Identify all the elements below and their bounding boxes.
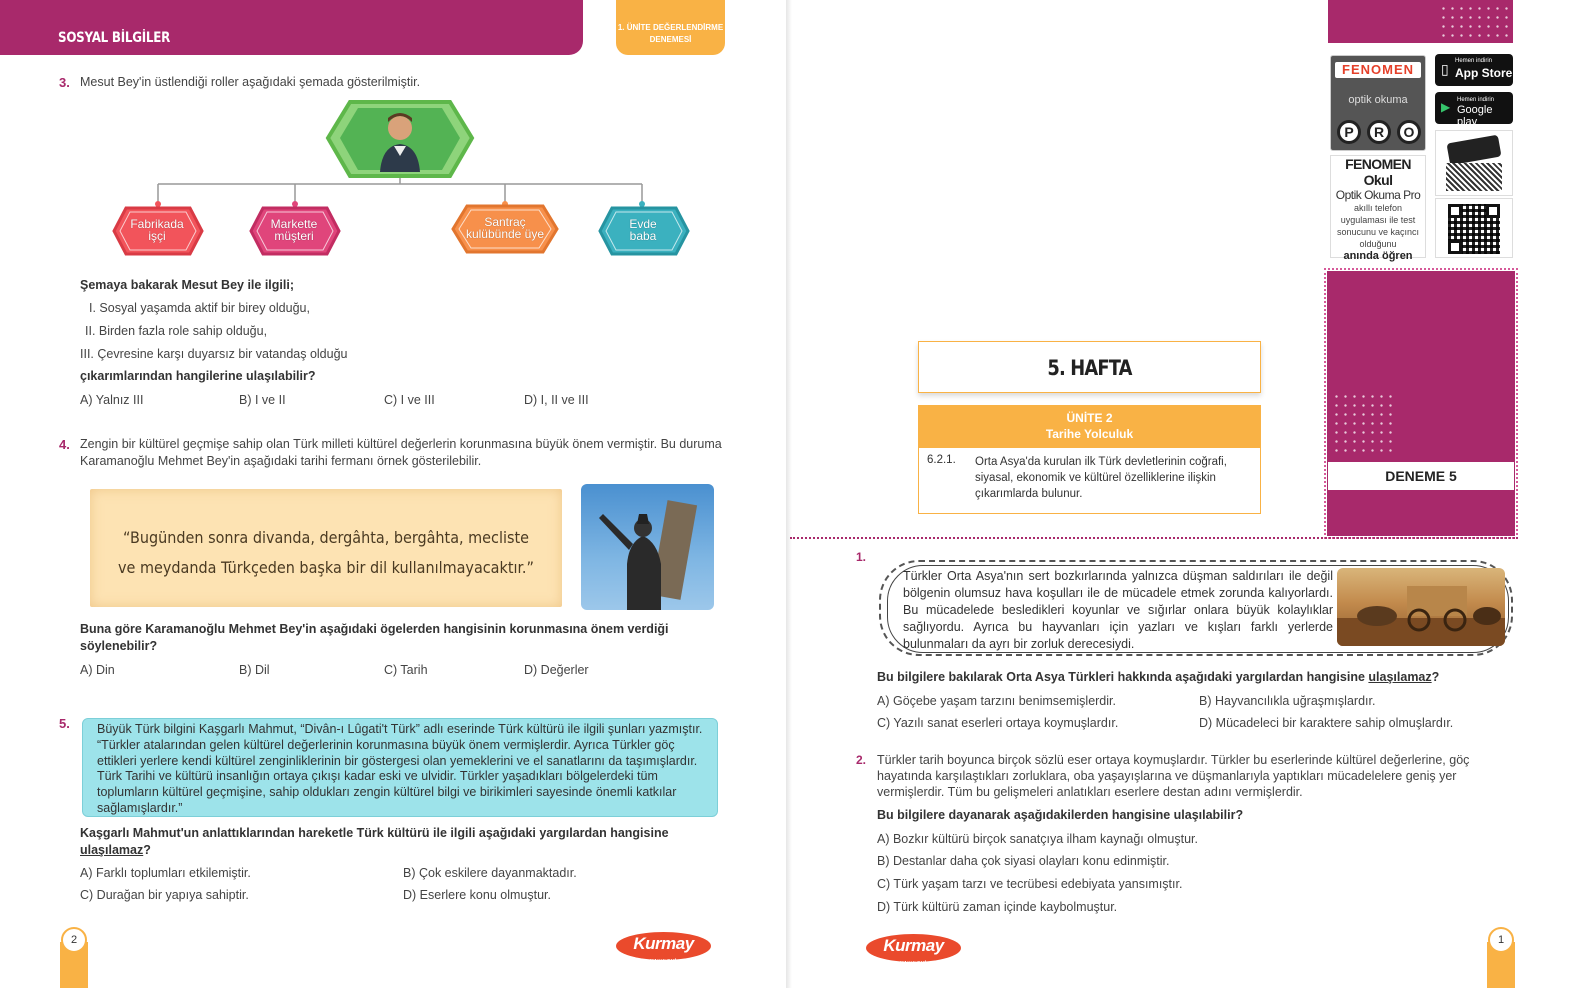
option-a[interactable]: A) Din [80, 663, 115, 677]
publisher-logo [616, 932, 711, 965]
option-b[interactable]: B) Çok eskilere dayanmaktadır. [403, 866, 577, 880]
question-mark: ? [1431, 670, 1440, 684]
option-d[interactable]: D) Değerler [524, 663, 589, 677]
question-number: 3. [59, 75, 70, 90]
play-icon: ▶ [1441, 100, 1451, 114]
caravan-image [1337, 568, 1505, 646]
question-keyword: ulaşılamaz [1368, 670, 1432, 684]
option-c[interactable]: C) Tarih [384, 663, 428, 677]
fenomen-brand: FENOMEN [1335, 62, 1421, 78]
role-label: Santraç [484, 215, 526, 229]
role-fabrika [112, 206, 202, 254]
promo-box [1330, 155, 1426, 262]
deneme-block [1327, 271, 1515, 536]
question-lead: Şemaya bakarak Mesut Bey ile ilgili; [80, 278, 294, 292]
apple-icon: ▯ [1441, 61, 1449, 77]
publisher-sub: YAYINEVİ [900, 961, 927, 967]
question-keyword: ulaşılamaz [80, 843, 144, 857]
option-c[interactable]: C) Durağan bir yapıya sahiptir. [80, 888, 249, 902]
fenomen-sub: optik okuma [1348, 94, 1408, 106]
option-b[interactable]: B) Hayvancılıkla uğraşmışlardır. [1199, 694, 1376, 708]
question-mark: ? [143, 843, 151, 857]
role-label: baba [629, 229, 657, 243]
question-number: 2. [856, 753, 867, 767]
promo-desc: akıllı telefon uygulaması ile test sonucunu ve kaçıncı olduğunu [1336, 203, 1420, 249]
googleplay-button[interactable] [1435, 92, 1513, 128]
role-label: kulübünde üye [465, 227, 545, 241]
unit-tab-line1: 1. ÜNİTE DEĞERLENDİRME [617, 23, 724, 32]
option-a[interactable]: A) Farklı toplumları etkilemiştir. [80, 866, 251, 880]
appstore-button[interactable] [1435, 54, 1513, 86]
page-number: 2 [61, 927, 87, 953]
role-santrac [451, 204, 559, 252]
promo-cta: anında öğren [1343, 250, 1413, 262]
question-stem: Türkler tarih boyunca birçok sözlü eser ortaya koymuşlardır. Türkler bu eserlerinde kültürel değerlerine, göç hayatında karşılaştıkları zorluklara, oba yaşayışlarına ve düşmanlarıyla yaptıkları mücadelelere geniş yer vermişlerdir. Tüm bu gelişmeleri anlatıkları eserlere destan adını vermişlerdir. [877, 753, 1470, 799]
question-prompt [877, 669, 1517, 686]
question-stem: Zengin bir kültürel geçmişe sahip olan Türk milleti kültürel değerlerin korunmasına büyük önem vermiştir. Bu duruma Karamanoğlu Mehmet Bey'in aşağıdaki tarihi fermanı örnek gösterilebilir. [80, 437, 722, 468]
page-number: 1 [1488, 927, 1514, 953]
publisher-logo [866, 934, 961, 967]
qr-code-icon [1435, 198, 1513, 258]
question-text: Kaşgarlı Mahmut'un anlattıklarından hareketle Türk kültürü ile ilgili aşağıdaki yargılardan hangisine [80, 826, 669, 840]
phone-icon [1435, 130, 1513, 196]
appstore-label: App Store [1455, 66, 1513, 80]
outcome-text: Orta Asya'da kurulan ilk Türk devletlerinin coğrafi, siyasal, ekonomik ve kültürel özelliklerine ilişkin çıkarımlarda bulunur. [975, 456, 1227, 500]
promo-sub: Optik Okuma Pro [1335, 188, 1421, 202]
option-a[interactable]: A) Yalnız III [80, 393, 144, 407]
publisher-name: Kurmay [883, 936, 944, 955]
option-b[interactable]: B) I ve II [239, 393, 286, 407]
deneme-label: DENEME 5 [1328, 462, 1514, 490]
googleplay-small: Hemen indirin [1457, 97, 1495, 103]
passage-text: Türkler Orta Asya'nın sert bozkırlarında yalnızca düşman saldırıları ile değil bölgenin olumsuz hava koşulları ile de mücadele etmek zorunda kalıyorlardı. Bu mücadelede besledikleri koyunlar ve sığırlar onlara büyük kolaylıklar sağlıyordu. Ayrıca bu hayvanları için yazları ve kışları farklı yerlerde bulunmaları da ayrı bir zorluk derecesiydi. [903, 569, 1333, 651]
week-box [918, 341, 1261, 393]
subject-title: SOSYAL BİLGİLER [58, 30, 171, 46]
unit-name: Tarihe Yolculuk [1045, 427, 1134, 441]
statue-illustration [581, 484, 714, 610]
unit-number: ÜNİTE 2 [1066, 411, 1113, 425]
statement-3: III. Çevresine karşı duyarsız bir vatandaş olduğu [80, 347, 348, 361]
quote-line: “Bugünden sonra divanda, dergâhta, bergâhta, mecliste [123, 528, 529, 547]
option-c[interactable]: C) Yazılı sanat eserleri ortaya koymuşlardır. [877, 716, 1119, 730]
top-decor-block [1328, 0, 1513, 43]
role-label: Evde [629, 217, 657, 231]
option-d[interactable]: D) Eserlere konu olmuştur. [403, 888, 551, 902]
option-b[interactable]: B) Destanlar daha çok siyasi olayları konu edinmiştir. [877, 854, 1170, 868]
option-c[interactable]: C) I ve III [384, 393, 435, 407]
role-evde [598, 206, 688, 254]
page-gutter [786, 0, 792, 988]
option-d[interactable]: D) I, II ve III [524, 393, 589, 407]
statement-2: II. Birden fazla role sahip olduğu, [85, 324, 268, 338]
promo-title: FENOMEN Okul [1345, 156, 1411, 188]
ferman-quote [90, 489, 562, 607]
pro-letter: O [1397, 120, 1421, 144]
quote-line: ve meydanda Türkçeden başka bir dil kullanılmayacaktır.” [118, 558, 534, 577]
role-market [249, 206, 339, 254]
question-prompt: çıkarımlarından hangilerine ulaşılabilir? [80, 369, 316, 383]
kasgarli-passage: Büyük Türk bilgini Kaşgarlı Mahmut, “Divân-ı Lûgati't Türk” adlı eserinde Türk kültürü ile ilgili şunları yazmıştır. “Türkler atalarından gelen kültürel değerlerinin korunmasına büyük önem vermişlerdir. Ayrıca Türkler göç ettikleri yerlere kendi kültürel zenginliklerinin bir göstergesi olan yemeklerini ve el sanatlarını da taşımışlardır. Türk Tarihi ve kültürü insanlığın ortaya çıkışı kadar eski ve ulvidir. Türkler yaşadıkları bölgelerdeki tüm toplumların kültürel geçmişine, sahip oldukları zengin kültürel bilgi ve birikimleri sayesinde önemli katkılar sağlamışlardır.” [82, 718, 718, 817]
question-text: Bu bilgilere bakılarak Orta Asya Türkleri hakkında aşağıdaki yargılardan hangisine [877, 670, 1365, 684]
outcome-code: 6.2.1. [927, 454, 956, 466]
role-label: müşteri [274, 229, 314, 243]
role-label: işçi [148, 229, 166, 243]
googleplay-label: Google play [1457, 104, 1493, 128]
statement-1: I. Sosyal yaşamda aktif bir birey olduğu, [89, 301, 310, 315]
fenomen-logo [1330, 55, 1426, 151]
publisher-sub: YAYINEVİ [650, 959, 677, 965]
question-number: 4. [59, 437, 70, 452]
option-d[interactable]: D) Türk kültürü zaman içinde kaybolmuştur. [877, 900, 1118, 914]
unit-box [918, 405, 1261, 514]
pro-letter: R [1367, 120, 1391, 144]
statue-image [581, 484, 714, 610]
option-d[interactable]: D) Mücadeleci bir karaktere sahip olmuşlardır. [1199, 716, 1454, 730]
question-prompt [80, 825, 722, 859]
question-number: 1. [856, 550, 867, 564]
question-number: 5. [59, 716, 70, 731]
option-a[interactable]: A) Göçebe yaşam tarzını benimsemişlerdir. [877, 694, 1116, 708]
option-a[interactable]: A) Bozkır kültürü birçok sanatçıya ilham kaynağı olmuştur. [877, 832, 1198, 846]
question-stem: Mesut Bey'in üstlendiği roller aşağıdaki şemada gösterilmiştir. [80, 75, 421, 89]
question-prompt: Bu bilgilere dayanarak aşağıdakilerden hangisine ulaşılabilir? [877, 808, 1244, 822]
unit-tab-line2: DENEMESİ [649, 35, 692, 44]
option-b[interactable]: B) Dil [239, 663, 270, 677]
question-prompt: Buna göre Karamanoğlu Mehmet Bey'in aşağıdaki ögelerden hangisinin korunmasına önem verdiği söylenebilir? [80, 622, 669, 653]
publisher-name: Kurmay [633, 934, 694, 953]
pro-letter: P [1337, 120, 1361, 144]
section-divider [790, 537, 1518, 539]
week-title: 5. HAFTA [1047, 356, 1132, 380]
option-c[interactable]: C) Türk yaşam tarzı ve tecrübesi edebiyata yansımıştır. [877, 877, 1183, 891]
unit-tab [616, 0, 725, 55]
role-label: Fabrikada [130, 217, 184, 231]
header-bar [0, 0, 583, 55]
caravan-illustration [1337, 568, 1505, 646]
appstore-small: Hemen indirin [1455, 58, 1493, 64]
role-label: Markette [270, 217, 318, 231]
